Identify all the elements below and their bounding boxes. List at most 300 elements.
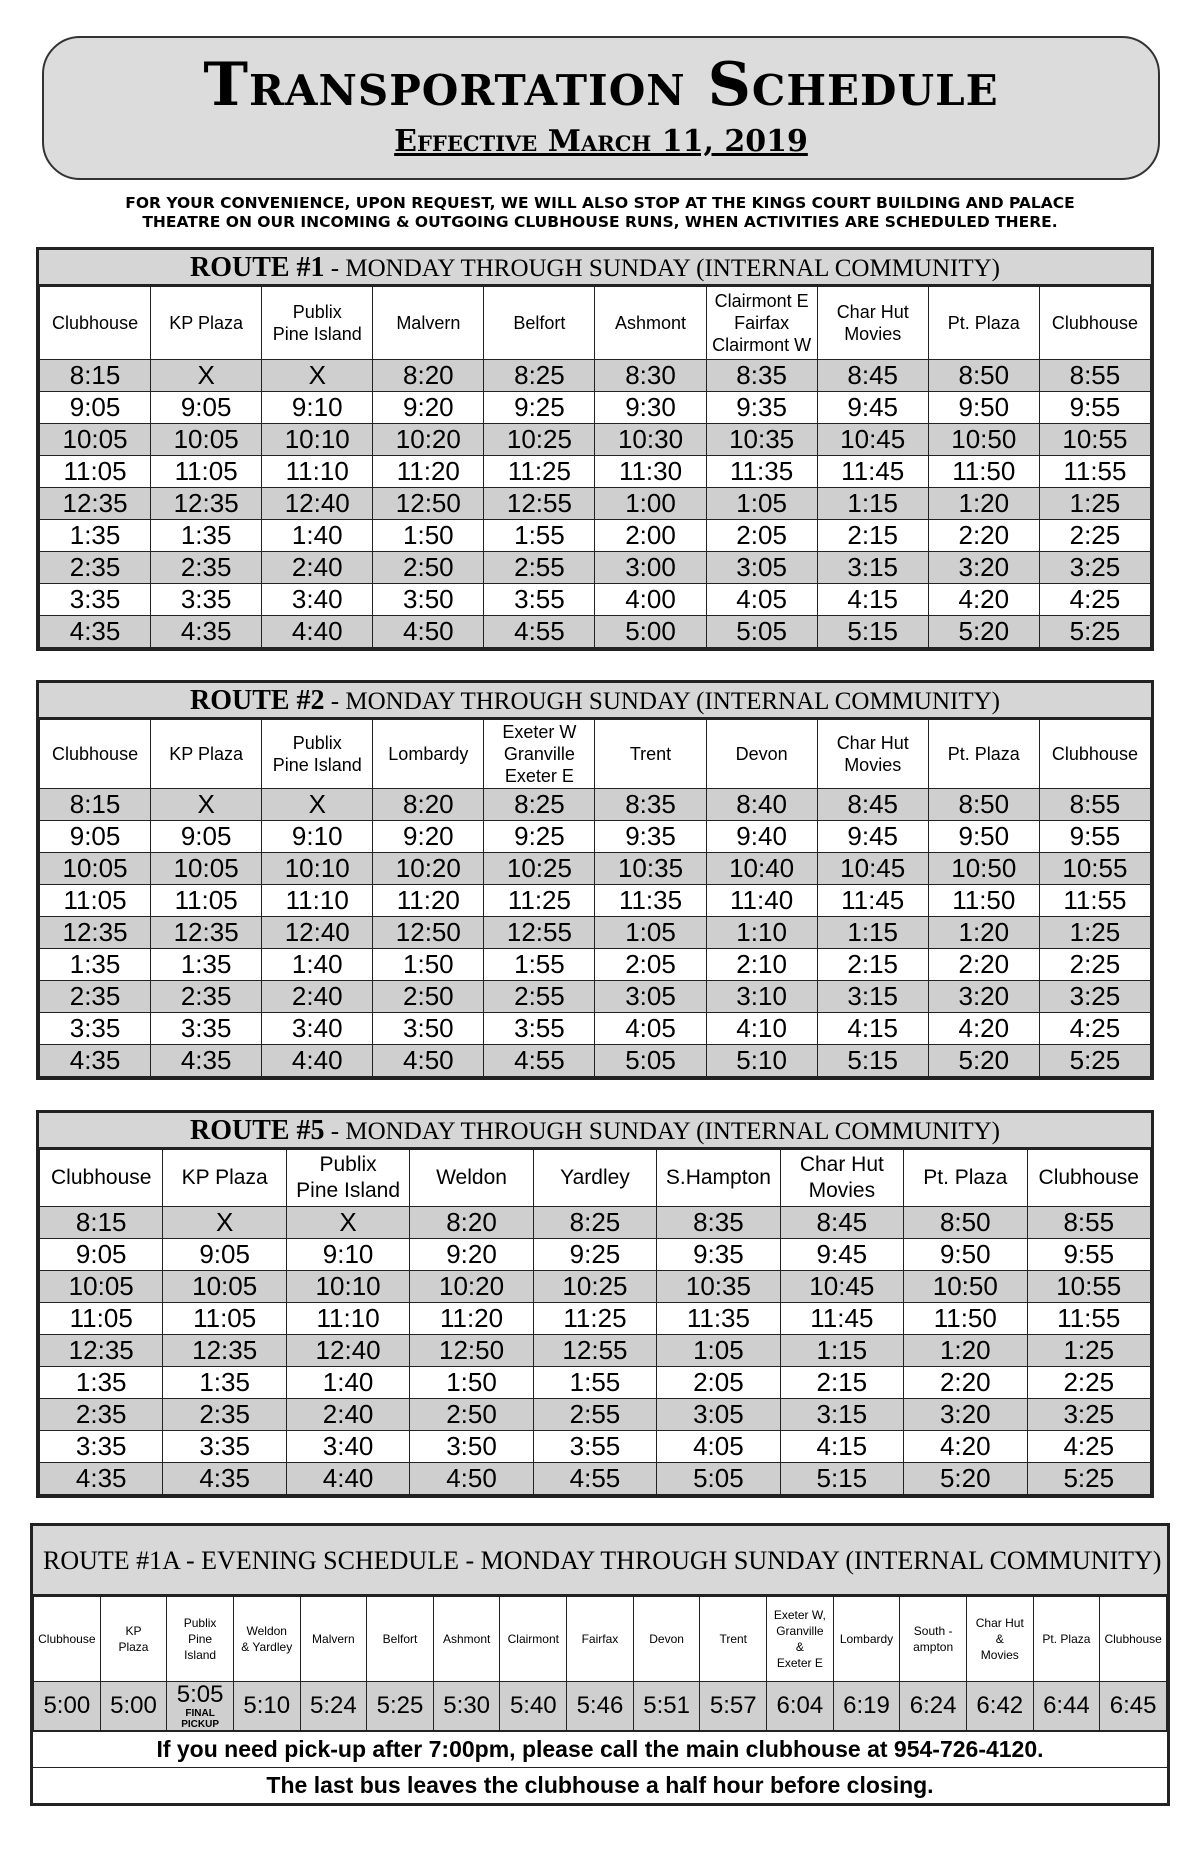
table-row	[40, 392, 1151, 424]
time-cell: 10:35	[706, 424, 817, 456]
time-cell: 9:45	[817, 821, 928, 853]
column-header	[1039, 720, 1150, 789]
column-header-line: Char Hut	[836, 733, 909, 753]
column-header	[533, 1150, 656, 1207]
time-cell: 1:35	[163, 1367, 286, 1399]
column-header	[500, 1597, 567, 1682]
route-5-title	[39, 1113, 1151, 1149]
time-cell: 11:40	[706, 885, 817, 917]
column-header-line: Pt. Plaza	[947, 313, 1020, 333]
time-cell: 3:20	[928, 552, 1039, 584]
time-cell: 12:50	[373, 488, 484, 520]
table-row	[34, 1682, 1167, 1731]
time-cell: 11:25	[484, 456, 595, 488]
time-cell: 11:55	[1039, 456, 1150, 488]
column-header-line: &	[795, 1640, 804, 1654]
time-cell: 4:35	[163, 1463, 286, 1495]
time-cell: 4:50	[410, 1463, 533, 1495]
time-cell: 5:40	[500, 1682, 567, 1731]
time-cell: 3:35	[40, 1431, 163, 1463]
time-cell: 2:10	[706, 949, 817, 981]
column-header	[567, 1597, 634, 1682]
time-cell: 5:20	[928, 1045, 1039, 1077]
column-header-line: Movies	[980, 1648, 1019, 1662]
column-header-line: Clairmont E	[714, 291, 809, 311]
table-row	[40, 1045, 1151, 1077]
time-cell: 9:55	[1027, 1239, 1151, 1271]
time-cell: 4:05	[657, 1431, 780, 1463]
time-cell: 5:10	[706, 1045, 817, 1077]
column-header-line: Granville	[503, 744, 575, 764]
time-cell: 9:55	[1039, 821, 1150, 853]
time-cell: 6:44	[1033, 1682, 1100, 1731]
time-cell: 9:05	[151, 392, 262, 424]
time-cell: 5:00	[595, 616, 706, 648]
time-cell: 3:15	[817, 552, 928, 584]
time-cell: 4:40	[262, 616, 373, 648]
column-header-line: Belfort	[382, 1632, 418, 1646]
time-cell: 3:55	[484, 584, 595, 616]
time-cell: 1:50	[373, 949, 484, 981]
time-cell: 5:15	[780, 1463, 903, 1495]
time-cell: 4:15	[817, 584, 928, 616]
time-cell: 1:05	[657, 1335, 780, 1367]
time-cell: 10:45	[780, 1271, 903, 1303]
column-header-line: KP Plaza	[169, 744, 243, 764]
notice	[50, 194, 1150, 232]
route-2-title	[39, 683, 1151, 719]
column-header	[367, 1597, 434, 1682]
column-header	[40, 287, 151, 360]
column-header-line: Pt. Plaza	[947, 744, 1020, 764]
time-cell: 12:35	[40, 488, 151, 520]
time-cell: 1:25	[1039, 488, 1150, 520]
time-value: 5:05	[176, 1681, 224, 1708]
time-cell: 1:25	[1027, 1335, 1151, 1367]
column-header-line: Clubhouse	[1104, 1632, 1162, 1646]
time-cell: 10:05	[40, 853, 151, 885]
route-2-table	[36, 680, 1154, 1080]
time-cell: 11:20	[373, 456, 484, 488]
time-cell: 2:55	[484, 552, 595, 584]
column-header	[966, 1597, 1033, 1682]
column-header-line: Movies	[844, 324, 902, 344]
time-cell: 1:15	[817, 917, 928, 949]
time-cell: 2:35	[151, 981, 262, 1013]
time-cell: 10:25	[484, 424, 595, 456]
column-header-line: Clubhouse	[1038, 1166, 1139, 1189]
column-header	[633, 1597, 700, 1682]
column-header-line: Exeter E	[776, 1656, 823, 1670]
column-header-line: Movies	[844, 755, 902, 775]
time-cell: 1:05	[706, 488, 817, 520]
column-header-line: Lombardy	[839, 1632, 894, 1646]
table-row	[40, 789, 1151, 821]
time-cell: 5:00	[34, 1682, 101, 1731]
column-header-line: KP Plaza	[169, 313, 243, 333]
time-cell: X	[151, 360, 262, 392]
time-cell: 2:35	[40, 1399, 163, 1431]
time-cell: 1:20	[928, 917, 1039, 949]
time-cell: 11:50	[928, 885, 1039, 917]
time-cell: 10:10	[262, 853, 373, 885]
column-header-line: Clubhouse	[38, 1632, 96, 1646]
column-header-line: Trent	[719, 1632, 747, 1646]
time-cell: 3:35	[151, 584, 262, 616]
time-cell: 2:35	[163, 1399, 286, 1431]
time-cell: 3:55	[484, 1013, 595, 1045]
time-cell: 4:20	[928, 1013, 1039, 1045]
column-header-line: Char Hut	[799, 1153, 884, 1176]
table-row	[40, 885, 1151, 917]
time-cell: 11:05	[40, 1303, 163, 1335]
time-cell: 11:45	[817, 456, 928, 488]
time-cell: 3:25	[1027, 1399, 1151, 1431]
time-cell: 3:40	[262, 584, 373, 616]
column-header-line: Weldon	[246, 1624, 287, 1638]
time-cell: 2:55	[533, 1399, 656, 1431]
time-cell: 9:40	[706, 821, 817, 853]
time-cell: 9:20	[373, 392, 484, 424]
time-cell: 11:05	[40, 456, 151, 488]
time-cell: 2:55	[484, 981, 595, 1013]
time-cell: 11:30	[595, 456, 706, 488]
column-header	[373, 720, 484, 789]
time-cell: 10:25	[484, 853, 595, 885]
time-cell: 3:05	[706, 552, 817, 584]
table-row	[40, 360, 1151, 392]
time-cell	[167, 1682, 234, 1731]
time-cell: 4:15	[780, 1431, 903, 1463]
time-cell: 4:50	[373, 616, 484, 648]
route-1a-title: ROUTE #1A - EVENING SCHEDULE - MONDAY THROUGH SUNDAY (INTERNAL COMMUNITY)	[33, 1526, 1167, 1596]
time-cell: 2:50	[373, 552, 484, 584]
time-cell: 10:25	[533, 1271, 656, 1303]
table-row	[40, 1013, 1151, 1045]
time-cell: 10:50	[928, 424, 1039, 456]
column-header-line: Exeter W,	[773, 1608, 826, 1622]
time-cell: 5:24	[300, 1682, 367, 1731]
column-header-line: Fairfax	[734, 313, 790, 333]
column-header	[167, 1597, 234, 1682]
table-row	[40, 1207, 1151, 1239]
time-cell: 9:05	[40, 821, 151, 853]
time-cell: 12:40	[286, 1335, 409, 1367]
route-5-name: ROUTE #5	[189, 1115, 325, 1146]
time-cell: 4:15	[817, 1013, 928, 1045]
time-cell: 11:05	[151, 456, 262, 488]
time-cell: 8:30	[595, 360, 706, 392]
time-cell: 2:05	[706, 520, 817, 552]
footer-last-bus-note: The last bus leaves the clubhouse a half hour before closing.	[33, 1767, 1167, 1803]
time-cell: 2:40	[262, 981, 373, 1013]
column-header	[151, 720, 262, 789]
column-header	[262, 720, 373, 789]
time-cell: 8:15	[40, 360, 151, 392]
time-cell: 8:50	[904, 1207, 1027, 1239]
column-header-line: Publix	[292, 733, 342, 753]
time-cell: 11:25	[484, 885, 595, 917]
time-cell: 3:15	[780, 1399, 903, 1431]
column-header-line: Malvern	[312, 1632, 355, 1646]
time-cell: 10:55	[1039, 853, 1150, 885]
route5-grid	[39, 1149, 1151, 1495]
time-cell: 3:35	[151, 1013, 262, 1045]
time-cell: 10:05	[40, 424, 151, 456]
time-cell: 8:50	[928, 789, 1039, 821]
page-subtitle: Effective March 11, 2019	[394, 124, 808, 159]
time-cell: 3:50	[410, 1431, 533, 1463]
footer-phone-note: If you need pick-up after 7:00pm, please call the main clubhouse at 954-726-4120.	[33, 1731, 1167, 1767]
time-cell: 2:50	[373, 981, 484, 1013]
time-cell: 8:55	[1027, 1207, 1151, 1239]
table-row	[40, 1431, 1151, 1463]
time-cell: 12:55	[533, 1335, 656, 1367]
time-cell: 8:55	[1039, 360, 1150, 392]
time-cell: 12:40	[262, 488, 373, 520]
time-cell: 1:35	[151, 520, 262, 552]
time-cell: 12:50	[373, 917, 484, 949]
time-cell: 10:10	[262, 424, 373, 456]
table-row	[40, 488, 1151, 520]
column-header	[410, 1150, 533, 1207]
time-cell: 1:50	[410, 1367, 533, 1399]
route-5-table	[36, 1110, 1154, 1498]
time-cell: 2:25	[1039, 949, 1150, 981]
time-cell: X	[286, 1207, 409, 1239]
notice-line-2: THEATRE ON OUR INCOMING & OUTGOING CLUBHOUSE RUNS, WHEN ACTIVITIES ARE SCHEDULED THERE.	[142, 213, 1058, 231]
column-header-line: Ashmont	[442, 1632, 491, 1646]
time-cell: 4:55	[484, 1045, 595, 1077]
time-cell: 8:25	[484, 360, 595, 392]
column-header	[928, 287, 1039, 360]
time-cell: 4:35	[151, 1045, 262, 1077]
column-header-line: Island	[184, 1648, 217, 1662]
column-header-line: Weldon	[436, 1166, 507, 1189]
time-cell: 6:42	[966, 1682, 1033, 1731]
time-cell: 3:50	[373, 584, 484, 616]
column-header-line: Pine	[188, 1632, 213, 1646]
column-header	[100, 1597, 167, 1682]
time-cell: 5:25	[1027, 1463, 1151, 1495]
table-row	[40, 520, 1151, 552]
time-cell: 4:35	[40, 1463, 163, 1495]
route-1a-table	[30, 1523, 1170, 1806]
time-cell: 5:15	[817, 616, 928, 648]
time-cell: 8:55	[1039, 789, 1150, 821]
column-header-line: Pt. Plaza	[1042, 1632, 1091, 1646]
column-header-line: Movies	[808, 1179, 876, 1202]
column-header-line: Exeter W	[502, 722, 577, 742]
time-cell: 2:15	[817, 520, 928, 552]
time-cell: 12:35	[40, 1335, 163, 1367]
time-cell: 9:45	[817, 392, 928, 424]
route1-grid	[39, 286, 1151, 648]
time-cell: 11:05	[151, 885, 262, 917]
time-cell: 4:05	[595, 1013, 706, 1045]
time-cell: 5:05	[657, 1463, 780, 1495]
time-cell: 11:10	[262, 885, 373, 917]
time-cell: 2:25	[1039, 520, 1150, 552]
time-cell: 1:00	[595, 488, 706, 520]
time-cell: 4:35	[40, 616, 151, 648]
time-cell: 3:00	[595, 552, 706, 584]
time-cell: 4:10	[706, 1013, 817, 1045]
header-box	[42, 36, 1160, 180]
time-cell: 9:55	[1039, 392, 1150, 424]
route-1-title	[39, 250, 1151, 286]
time-cell: 6:04	[767, 1682, 834, 1731]
column-header-line: Malvern	[396, 313, 461, 333]
time-cell: X	[163, 1207, 286, 1239]
time-cell: 3:20	[904, 1399, 1027, 1431]
time-cell: 8:25	[533, 1207, 656, 1239]
time-cell: 3:05	[657, 1399, 780, 1431]
time-cell: 3:40	[262, 1013, 373, 1045]
column-header	[767, 1597, 834, 1682]
time-cell: 1:05	[595, 917, 706, 949]
time-cell: 12:35	[163, 1335, 286, 1367]
time-cell: 2:40	[286, 1399, 409, 1431]
table-row	[40, 584, 1151, 616]
time-cell: X	[262, 360, 373, 392]
column-header	[1039, 287, 1150, 360]
column-header	[706, 287, 817, 360]
time-cell: 3:35	[40, 584, 151, 616]
time-cell: 1:50	[373, 520, 484, 552]
time-cell: 11:10	[286, 1303, 409, 1335]
time-cell: 12:35	[151, 917, 262, 949]
time-cell: 2:35	[151, 552, 262, 584]
final-pickup-note	[167, 1708, 233, 1730]
time-cell: 12:55	[484, 488, 595, 520]
column-header	[373, 287, 484, 360]
time-cell: 8:50	[928, 360, 1039, 392]
time-cell: 9:50	[928, 392, 1039, 424]
time-cell: 1:15	[780, 1335, 903, 1367]
time-cell: 3:55	[533, 1431, 656, 1463]
time-cell: 2:05	[657, 1367, 780, 1399]
column-header-line: Clubhouse	[51, 1166, 152, 1189]
column-header	[233, 1597, 300, 1682]
time-cell: 8:45	[780, 1207, 903, 1239]
column-header-line: Pine Island	[272, 324, 362, 344]
time-cell: 2:20	[928, 520, 1039, 552]
time-cell: 10:50	[904, 1271, 1027, 1303]
time-cell: 9:50	[928, 821, 1039, 853]
column-header-line: Publix	[319, 1153, 377, 1176]
final-pickup-line: PICKUP	[181, 1719, 219, 1730]
column-header	[817, 720, 928, 789]
time-cell: 6:24	[900, 1682, 967, 1731]
time-cell: 12:50	[410, 1335, 533, 1367]
column-header	[1100, 1597, 1167, 1682]
column-header	[595, 720, 706, 789]
table-row	[40, 456, 1151, 488]
time-cell: 4:25	[1039, 584, 1150, 616]
time-cell: 9:05	[163, 1239, 286, 1271]
table-row	[40, 1303, 1151, 1335]
time-cell: 5:15	[817, 1045, 928, 1077]
table-row	[40, 917, 1151, 949]
time-cell: 8:20	[373, 789, 484, 821]
time-cell: 9:50	[904, 1239, 1027, 1271]
time-cell: 5:25	[367, 1682, 434, 1731]
column-header	[1033, 1597, 1100, 1682]
time-cell: 8:15	[40, 1207, 163, 1239]
column-header-line: Clairmont	[507, 1632, 559, 1646]
final-pickup-line: FINAL	[185, 1708, 215, 1719]
time-cell: 9:35	[657, 1239, 780, 1271]
route-1-table	[36, 247, 1154, 651]
column-header-line: Plaza	[118, 1640, 149, 1654]
table-row	[40, 1367, 1151, 1399]
column-header-line: &	[995, 1632, 1004, 1646]
column-header-line: Clubhouse	[1051, 313, 1138, 333]
time-cell: 9:05	[151, 821, 262, 853]
time-cell: 9:35	[706, 392, 817, 424]
time-cell: 3:20	[928, 981, 1039, 1013]
table-row	[40, 1399, 1151, 1431]
time-cell: 12:55	[484, 917, 595, 949]
time-cell: 2:35	[40, 552, 151, 584]
time-cell: 1:25	[1039, 917, 1150, 949]
time-cell: 4:40	[262, 1045, 373, 1077]
header-row	[40, 720, 1151, 789]
table-row	[40, 949, 1151, 981]
time-cell: 10:20	[410, 1271, 533, 1303]
time-cell: 1:55	[484, 520, 595, 552]
time-cell: 12:35	[151, 488, 262, 520]
time-cell: 4:40	[286, 1463, 409, 1495]
time-cell: 11:20	[410, 1303, 533, 1335]
column-header-line: Publix	[183, 1616, 217, 1630]
time-cell: 1:20	[904, 1335, 1027, 1367]
time-cell: 3:35	[40, 1013, 151, 1045]
column-header	[700, 1597, 767, 1682]
time-cell: 8:20	[373, 360, 484, 392]
time-cell: 2:15	[780, 1367, 903, 1399]
page-title: Transportation Schedule	[203, 50, 999, 120]
time-cell: 1:35	[40, 1367, 163, 1399]
column-header-line: Clubhouse	[52, 744, 139, 764]
column-header-line: ampton	[913, 1640, 954, 1654]
column-header	[928, 720, 1039, 789]
time-cell: 5:57	[700, 1682, 767, 1731]
route-2-name: ROUTE #2	[189, 685, 325, 716]
time-cell: 10:05	[163, 1271, 286, 1303]
table-row	[40, 821, 1151, 853]
time-cell: 10:55	[1027, 1271, 1151, 1303]
time-cell: 11:45	[780, 1303, 903, 1335]
time-cell: 8:35	[706, 360, 817, 392]
header-row	[40, 1150, 1151, 1207]
time-cell: X	[151, 789, 262, 821]
column-header-line: Pine Island	[296, 1179, 401, 1202]
column-header-line: Pine Island	[272, 755, 362, 775]
time-cell: 10:50	[928, 853, 1039, 885]
time-cell: 11:55	[1027, 1303, 1151, 1335]
time-cell: 1:40	[262, 949, 373, 981]
time-cell: 4:50	[373, 1045, 484, 1077]
time-cell: 10:05	[151, 424, 262, 456]
time-cell: 4:00	[595, 584, 706, 616]
notice-line-1: FOR YOUR CONVENIENCE, UPON REQUEST, WE WILL ALSO STOP AT THE KINGS COURT BUILDING AND PALACE	[125, 194, 1075, 212]
column-header-line: Clubhouse	[1051, 744, 1138, 764]
time-cell: 11:25	[533, 1303, 656, 1335]
column-header-line: Devon	[735, 744, 788, 764]
time-cell: 11:50	[904, 1303, 1027, 1335]
